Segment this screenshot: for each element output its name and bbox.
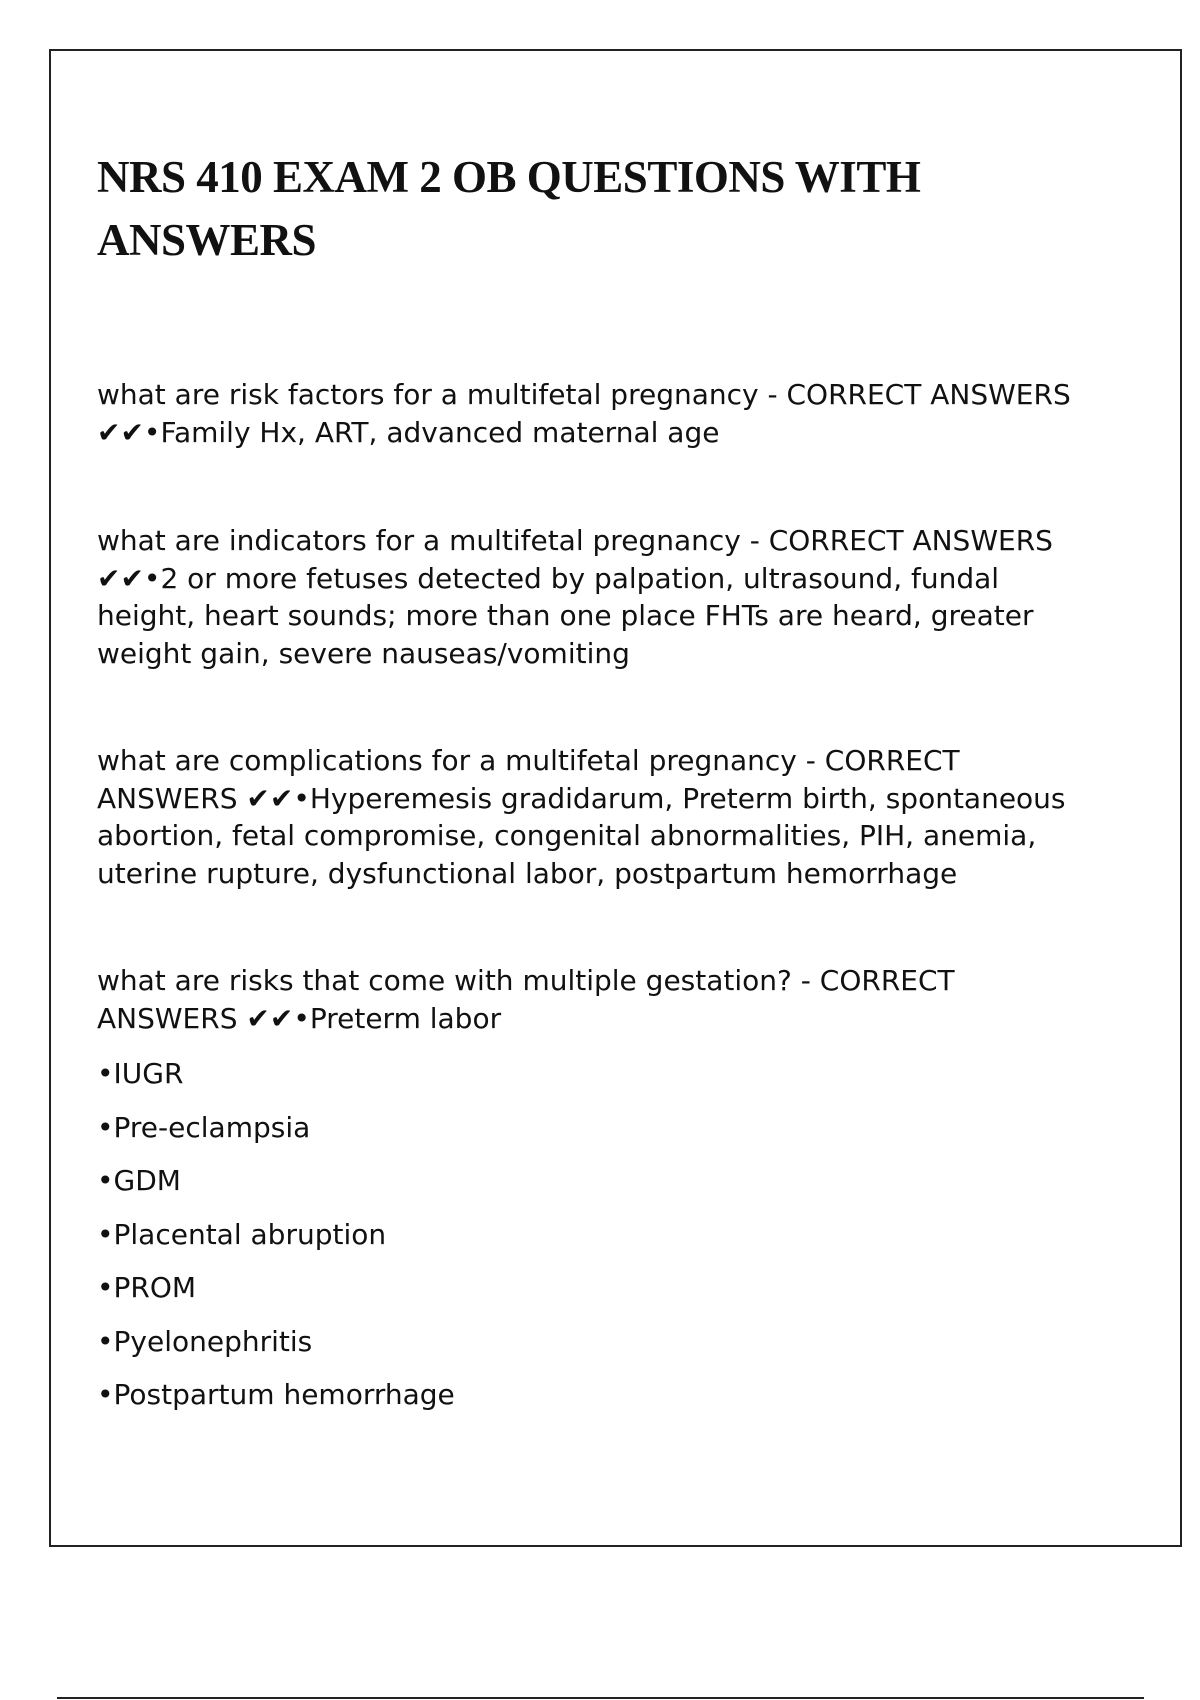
- checkmark-icon: ✔✔•: [246, 1001, 310, 1035]
- document-content: [97, 100, 1077, 1430]
- checkmark-icon: ✔✔•: [97, 415, 161, 449]
- answer-text: 2 or more fetuses detected by palpation, ultrasound, fundal height, heart sounds; more than one place FHTs are heard, greater weight gain, severe nauseas/vomiting: [97, 561, 1034, 670]
- answer-text: Hyperemesis gradidarum, Preterm birth, spontaneous abortion, fetal compromise, congenital abnormalities, PIH, anemia, uterine rupture, dysfunctional labor, postpartum hemorrhage: [97, 781, 1066, 890]
- checkmark-icon: ✔✔•: [246, 781, 310, 815]
- answer-text: Family Hx, ART, advanced maternal age: [160, 415, 720, 449]
- qa-item-multiple-gestation-risks: [97, 962, 1077, 1037]
- qa-item-complications: [97, 742, 1077, 892]
- list-item: •GDM: [97, 1164, 181, 1197]
- list-item: •Pyelonephritis: [97, 1324, 313, 1358]
- checkmark-icon: ✔✔•: [97, 561, 161, 595]
- page-divider: [57, 1697, 1144, 1699]
- list-item: •Pre-eclampsia: [97, 1110, 311, 1144]
- document-title: NRS 410 EXAM 2 OB QUESTIONS WITH ANSWERS: [97, 152, 921, 265]
- list-item: •Postpartum hemorrhage: [97, 1378, 455, 1411]
- question-text: what are risk factors for a multifetal pregnancy - CORRECT ANSWERS: [97, 378, 1071, 411]
- list-item: •PROM: [97, 1271, 197, 1304]
- list-item: •IUGR: [97, 1057, 184, 1090]
- question-text: what are indicators for a multifetal pregnancy - CORRECT ANSWERS: [97, 524, 1053, 557]
- qa-item-risk-factors: [97, 376, 1077, 451]
- risk-bullet-list: [97, 1055, 1077, 1414]
- question-text: what are complications for a multifetal pregnancy - CORRECT ANSWERS: [97, 744, 960, 815]
- answer-text: Preterm labor: [309, 1001, 502, 1035]
- list-item: •Placental abruption: [97, 1217, 387, 1251]
- qa-item-indicators: [97, 522, 1077, 672]
- question-text: what are risks that come with multiple gestation? - CORRECT ANSWERS: [97, 964, 955, 1035]
